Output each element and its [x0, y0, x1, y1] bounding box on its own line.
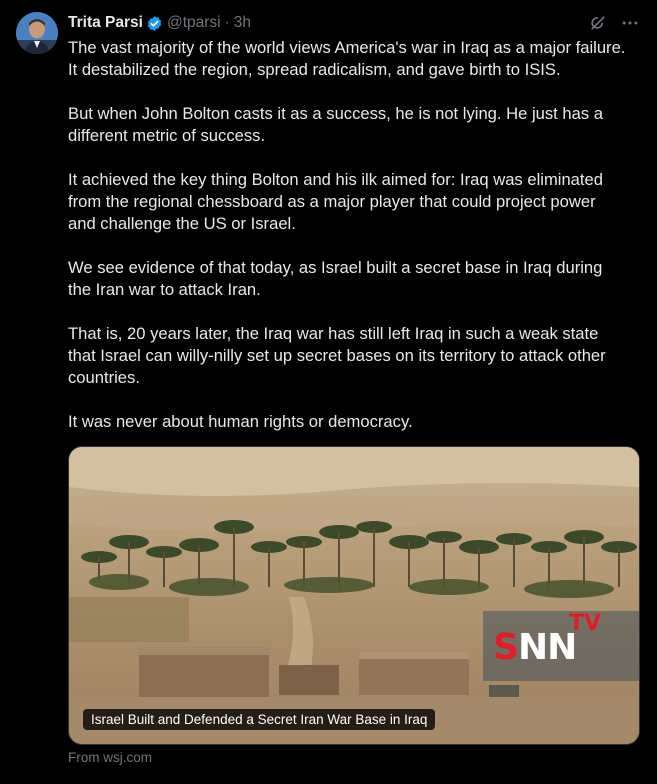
media-caption[interactable]: Israel Built and Defended a Secret Iran War Base in Iraq — [83, 709, 435, 730]
link-card-media[interactable] — [68, 446, 640, 745]
tweet-header — [68, 12, 641, 34]
verified-badge-icon — [146, 15, 163, 32]
link-source[interactable]: From wsj.com — [68, 750, 152, 765]
more-options-icon[interactable] — [619, 12, 641, 34]
author-avatar[interactable] — [16, 12, 58, 54]
user-avatar-icon — [16, 12, 58, 54]
tweet-paragraph: That is, 20 years later, the Iraq war has still left Iraq in such a weak state that Israel can willy-nilly set up secret bases on its territory to attack other countries. — [68, 324, 606, 387]
tweet-paragraph: We see evidence of that today, as Israel built a secret base in Iraq during the Iran war to attack Iran. — [68, 258, 603, 299]
author-handle[interactable]: @tparsi — [166, 14, 221, 31]
desert-base-photo — [69, 447, 639, 744]
tweet-paragraph: It achieved the key thing Bolton and his ilk aimed for: Iraq was eliminated from the regional chessboard as a major player that could project power and challenge the US or Israel. — [68, 170, 603, 233]
grok-icon[interactable] — [587, 12, 609, 34]
tweet-timestamp[interactable]: 3h — [233, 14, 252, 31]
snn-tv-watermark — [483, 611, 639, 681]
header-separator: · — [224, 14, 230, 31]
tweet-paragraph: It was never about human rights or democracy. — [68, 412, 413, 431]
tweet-text — [68, 37, 643, 433]
tweet-paragraph: But when John Bolton casts it as a success, he is not lying. He just has a different metric of success. — [68, 104, 603, 145]
watermark-tv-text: TV — [569, 611, 602, 636]
watermark-logo-text: SNN — [493, 627, 577, 668]
author-name[interactable]: Trita Parsi — [68, 14, 143, 31]
tweet-paragraph: The vast majority of the world views America's war in Iraq as a major failure. It destabilized the region, spread radicalism, and gave birth to ISIS. — [68, 38, 626, 79]
